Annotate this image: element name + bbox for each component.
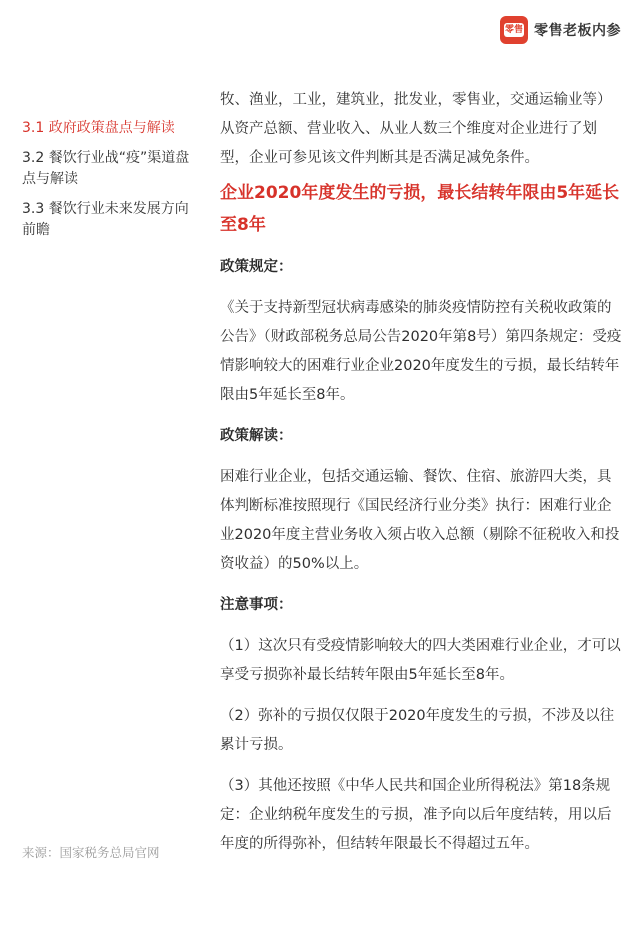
toc-item-3-3[interactable]: 3.3 餐饮行业未来发展方向前瞻	[22, 201, 189, 238]
table-of-contents	[22, 118, 192, 250]
note-3: （3）其他还按照《中华人民共和国企业所得税法》第18条规定：企业纳税年度发生的亏损，准予向以后年度结转，用以后年度的所得弥补，但结转年限最长不得超过五年。	[220, 778, 612, 852]
intro-paragraph: 牧、渔业，工业，建筑业，批发业，零售业，交通运输业等）从资产总额、营业收入、从业人数三个维度对企业进行了划型，企业可参见该文件判断其是否满足减免条件。	[220, 92, 612, 166]
brand-name: 零售老板内参	[534, 23, 621, 39]
brand-logo-icon	[500, 16, 528, 44]
policy-paragraph: 《关于支持新型冠状病毒感染的肺炎疫情防控有关税收政策的公告》（财政部税务总局公告2020年第8号）第四条规定：受疫情影响较大的困难行业企业2020年度发生的亏损，最长结转年限由5年延长至8年。	[220, 300, 622, 403]
toc-item-3-2[interactable]: 3.2 餐饮行业战“疫”渠道盘点与解读	[22, 150, 190, 187]
interpretation-label: 政策解读：	[220, 428, 293, 444]
policy-label: 政策规定：	[220, 259, 293, 275]
notes-label: 注意事项：	[220, 597, 293, 613]
toc-item-3-1[interactable]: 3.1 政府政策盘点与解读	[22, 120, 175, 136]
main-content	[220, 86, 622, 859]
interpretation-paragraph: 困难行业企业，包括交通运输、餐饮、住宿、旅游四大类，具体判断标准按照现行《国民经济行业分类》执行：困难行业企业2020年度主营业务收入须占收入总额（剔除不征税收入和投资收益）的50%以上。	[220, 469, 620, 572]
brand-logo-text: 零售	[504, 25, 523, 35]
brand	[500, 16, 621, 44]
section-heading: 企业2020年度发生的亏损，最长结转年限由5年延长至8年	[220, 183, 620, 235]
note-2: （2）弥补的亏损仅仅限于2020年度发生的亏损，不涉及以往累计亏损。	[220, 708, 615, 753]
source-note: 来源：国家税务总局官网	[22, 845, 160, 860]
note-1: （1）这次只有受疫情影响较大的四大类困难行业企业，才可以享受亏损弥补最长结转年限由5年延长至8年。	[220, 638, 621, 683]
